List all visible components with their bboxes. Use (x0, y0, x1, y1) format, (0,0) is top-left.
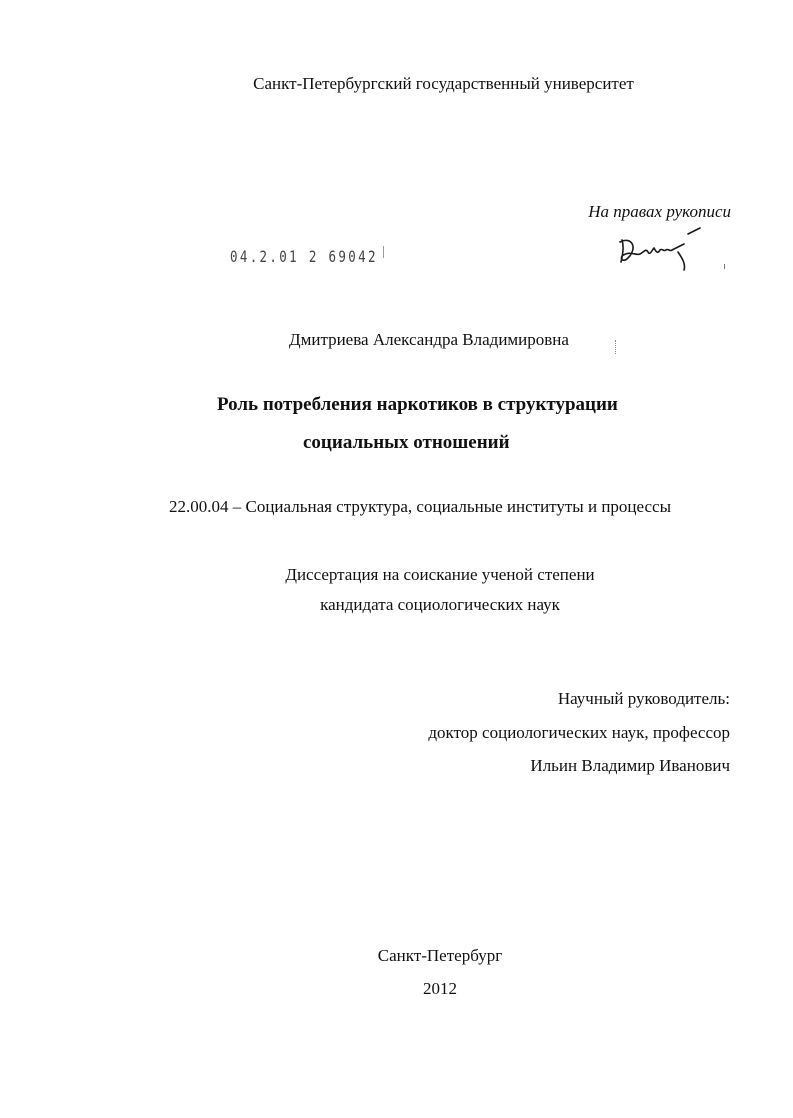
specialty-code: 22.00.04 – Социальная структура, социальные институты и процессы (169, 497, 672, 516)
year: 2012 (423, 979, 457, 998)
degree-line-2: кандидата социологических наук (320, 595, 560, 614)
advisor-name: Ильин Владимир Иванович (530, 756, 730, 775)
advisor-label: Научный руководитель: (557, 689, 730, 708)
degree-line-1: Диссертация на соискание ученой степени (285, 565, 595, 584)
signature-icon (614, 226, 704, 274)
thesis-title-line-2: социальных отношений (303, 432, 510, 453)
thesis-title-line-1: Роль потребления наркотиков в структурации (217, 394, 618, 415)
advisor-title: доктор социологических наук, профессор (428, 723, 730, 742)
manuscript-note: На правах рукописи (588, 202, 731, 221)
signature-mark (724, 264, 725, 269)
university-name: Санкт-Петербургский государственный университет (253, 74, 634, 93)
author-margin-mark (615, 340, 617, 354)
city: Санкт-Петербург (377, 946, 503, 965)
stamp-mark (383, 246, 384, 258)
registration-stamp: 04.2.01 2 69042 (230, 247, 378, 266)
author-name: Дмитриева Александра Владимировна (289, 330, 569, 349)
